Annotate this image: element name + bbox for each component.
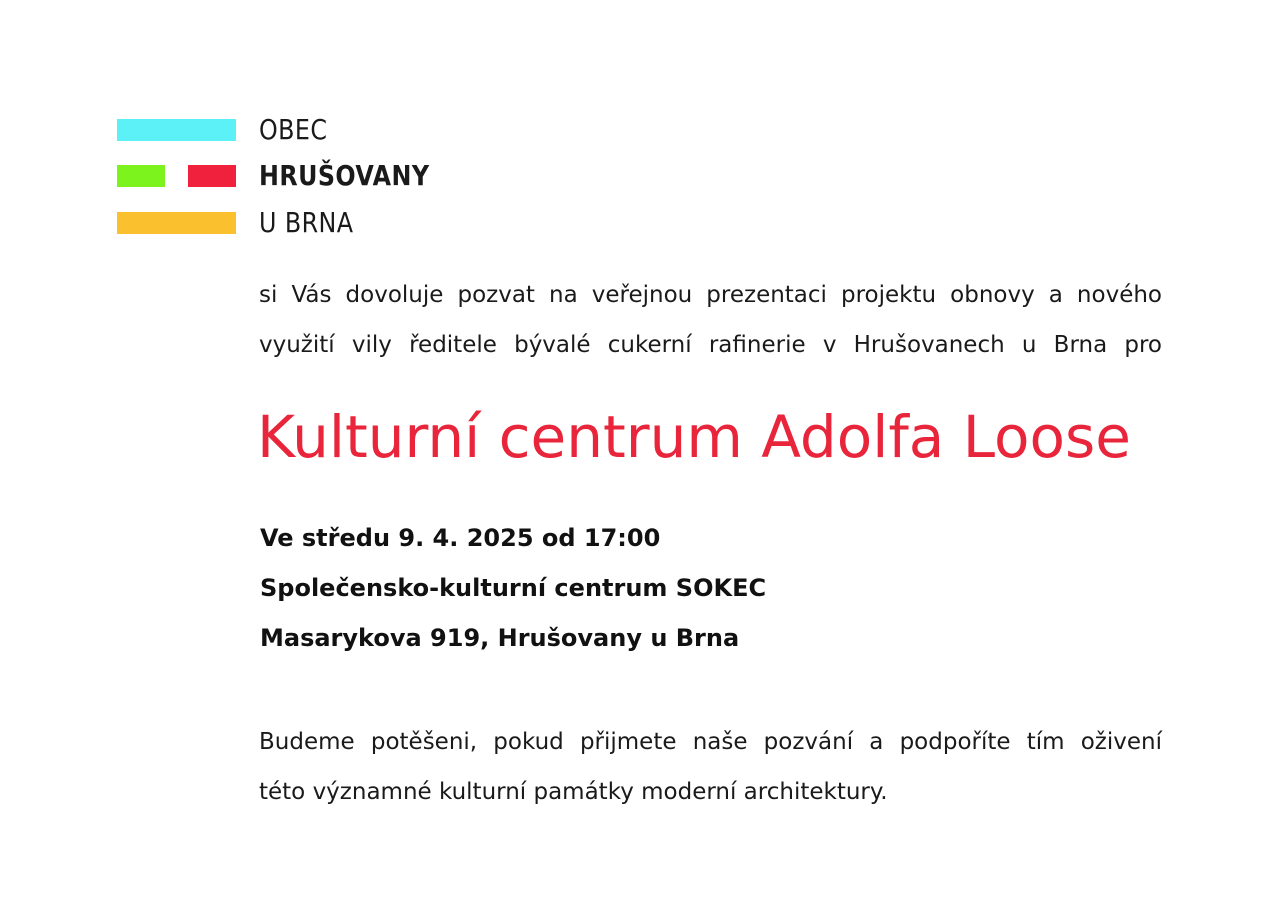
event-title: Kulturní centrum Adolfa Loose bbox=[257, 403, 1131, 471]
event-date: Ve středu 9. 4. 2025 od 17:00 bbox=[260, 524, 661, 552]
logo-text-u-brna: U BRNA bbox=[259, 206, 354, 239]
logo-bar-red bbox=[188, 165, 236, 187]
intro-line-1: si Vás dovoluje pozvat na veřejnou prezentaci projektu obnovy a nového bbox=[259, 282, 1162, 308]
logo-bar-yellow bbox=[117, 212, 236, 234]
event-details bbox=[260, 513, 766, 663]
logo-bar-green bbox=[117, 165, 165, 187]
logo-text-hrusovany: HRUŠOVANY bbox=[259, 159, 430, 192]
intro-line-2: využití vily ředitele bývalé cukerní rafinerie v Hrušovanech u Brna pro bbox=[259, 332, 1162, 358]
closing-line-1: Budeme potěšeni, pokud přijmete naše pozvání a podpoříte tím oživení bbox=[259, 729, 1162, 755]
logo-text-obec: OBEC bbox=[259, 113, 328, 146]
invitation-intro bbox=[259, 270, 1162, 370]
event-venue: Společensko-kulturní centrum SOKEC bbox=[260, 574, 767, 602]
closing-text bbox=[259, 717, 1162, 817]
event-address: Masarykova 919, Hrušovany u Brna bbox=[260, 624, 740, 652]
closing-line-2: této významné kulturní památky moderní architektury. bbox=[259, 779, 888, 805]
logo-bar-cyan bbox=[117, 119, 236, 141]
